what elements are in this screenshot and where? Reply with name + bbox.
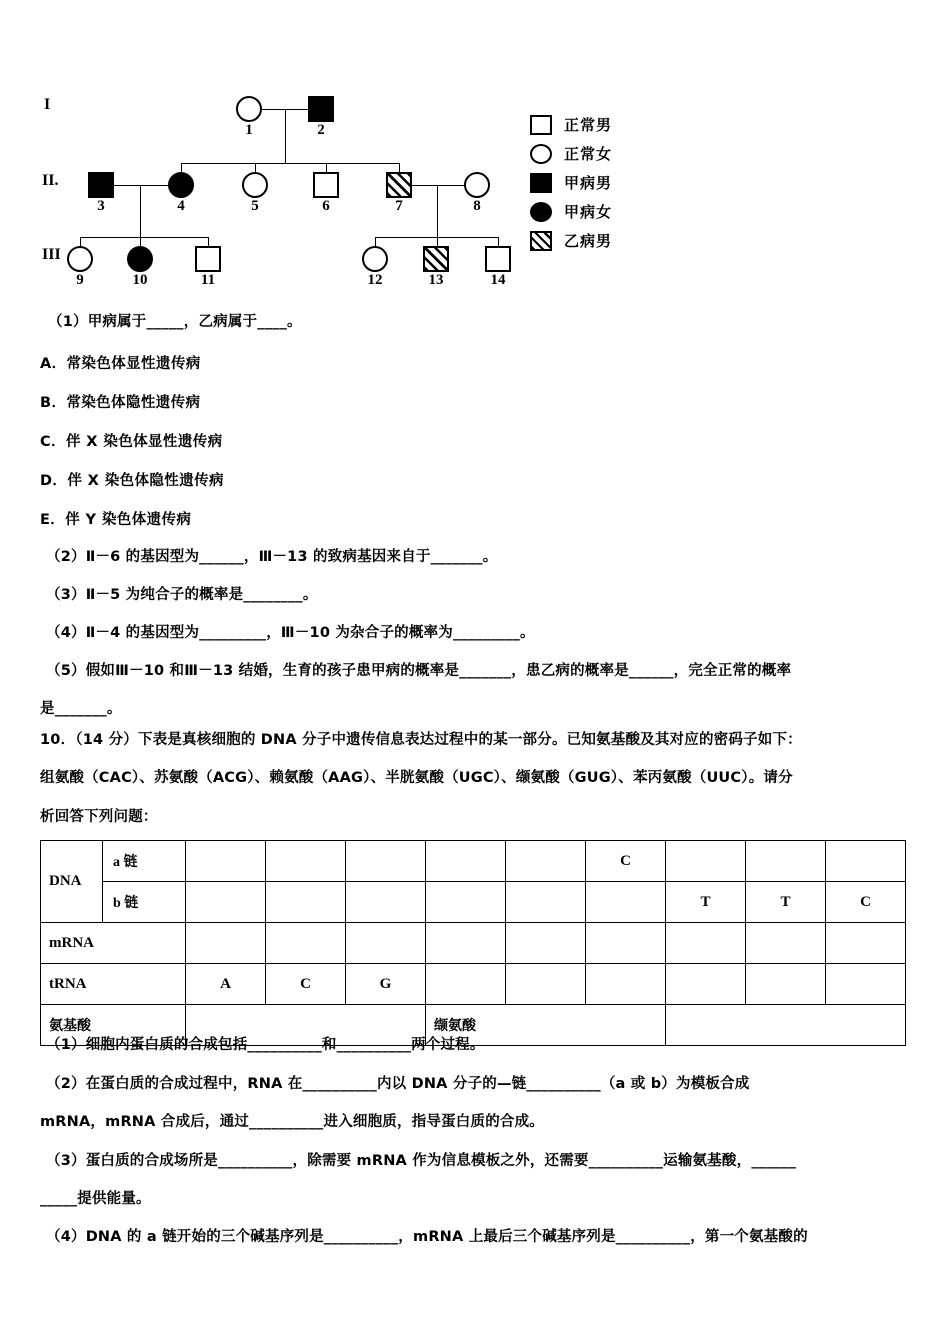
q10-part4-line1: （4）DNA 的 a 链开始的三个碱基序列是__________，mRNA 上最后三个碱基序列是__________，第一个氨基酸的 xyxy=(46,1229,808,1245)
q10-part3-line2: _____提供能量。 xyxy=(40,1191,151,1207)
sib-drop-12 xyxy=(375,237,376,246)
pedigree-id-12: 12 xyxy=(367,272,383,288)
pedigree-id-11: 11 xyxy=(200,272,216,288)
pedigree-id-10: 10 xyxy=(132,272,148,288)
cell-trna-5 xyxy=(506,964,586,1005)
cell-a-8 xyxy=(746,841,826,882)
generation-label-1: I xyxy=(44,96,51,113)
cell-mrna-6 xyxy=(586,923,666,964)
cell-trna-1: A xyxy=(186,964,266,1005)
pedigree-id-8: 8 xyxy=(473,198,481,214)
legend-label-normal-male: 正常男 xyxy=(564,116,613,134)
cell-b-6 xyxy=(586,882,666,923)
table-label-chain-a: a 链 xyxy=(103,841,186,882)
pedigree-node-7 xyxy=(386,172,412,198)
cell-trna-4 xyxy=(426,964,506,1005)
q9-option-a: A．常染色体显性遗传病 xyxy=(40,356,201,372)
open-square-icon xyxy=(530,115,552,135)
cell-b-5 xyxy=(506,882,586,923)
pedigree-node-6 xyxy=(313,172,339,198)
cell-trna-3: G xyxy=(346,964,426,1005)
legend-label-disease-b-male: 乙病男 xyxy=(564,232,613,250)
pedigree-id-4: 4 xyxy=(177,198,185,214)
pedigree-node-14 xyxy=(485,246,511,272)
cell-a-2 xyxy=(266,841,346,882)
q9-option-c: C．伴 X 染色体显性遗传病 xyxy=(40,434,223,450)
cell-mrna-5 xyxy=(506,923,586,964)
pedigree-legend xyxy=(530,110,710,255)
pedigree-node-2 xyxy=(308,96,334,122)
cell-mrna-7 xyxy=(666,923,746,964)
cell-a-6: C xyxy=(586,841,666,882)
generation-label-2: II. xyxy=(42,172,59,189)
pedigree-node-11 xyxy=(195,246,221,272)
q10-part2-line1: （2）在蛋白质的合成过程中，RNA 在__________内以 DNA 分子的—链__________（a 或 b）为模板合成 xyxy=(46,1076,750,1092)
sib-drop-5 xyxy=(255,163,256,172)
table-label-amino-acid: 氨基酸 xyxy=(41,1005,186,1046)
sib-drop-10 xyxy=(140,237,141,246)
cell-b-2 xyxy=(266,882,346,923)
table-row-trna xyxy=(41,964,906,1005)
q10-part3-line1: （3）蛋白质的合成场所是__________，除需要 mRNA 作为信息模板之外，还需要__________运输氨基酸，______ xyxy=(46,1153,797,1169)
sibship-bar-gen2 xyxy=(181,163,399,164)
descent-line-7-8 xyxy=(437,185,438,237)
pedigree-node-1 xyxy=(236,96,262,122)
q9-part2: （2）Ⅱ－6 的基因型为______，Ⅲ－13 的致病基因来自于_______。 xyxy=(46,549,498,565)
cell-b-9: C xyxy=(826,882,906,923)
pedigree-node-13 xyxy=(423,246,449,272)
sib-drop-9 xyxy=(80,237,81,246)
pedigree-id-3: 3 xyxy=(97,198,105,214)
q10-part1: （1）细胞内蛋白质的合成包括__________和__________两个过程。 xyxy=(46,1037,485,1053)
sib-drop-13 xyxy=(437,237,438,246)
table-label-chain-b: b 链 xyxy=(103,882,186,923)
pedigree-id-2: 2 xyxy=(317,122,325,138)
cell-a-4 xyxy=(426,841,506,882)
sib-drop-4 xyxy=(181,163,182,172)
generation-label-3: III xyxy=(42,246,61,263)
sib-drop-6 xyxy=(326,163,327,172)
legend-item-normal-female xyxy=(530,139,710,168)
cell-a-1 xyxy=(186,841,266,882)
filled-circle-icon xyxy=(530,202,552,222)
q10-stem-line1: 10．（14 分）下表是真核细胞的 DNA 分子中遗传信息表达过程中的某一部分。已知氨基酸及其对应的密码子如下： xyxy=(40,732,802,748)
pedigree-id-7: 7 xyxy=(395,198,403,214)
pedigree-id-1: 1 xyxy=(245,122,253,138)
q10-part2-line2: mRNA，mRNA 合成后，通过__________进入细胞质，指导蛋白质的合成。 xyxy=(40,1114,545,1130)
legend-label-disease-a-male: 甲病男 xyxy=(564,174,613,192)
sib-drop-7 xyxy=(399,163,400,172)
cell-a-5 xyxy=(506,841,586,882)
cell-trna-8 xyxy=(746,964,826,1005)
legend-item-disease-a-male xyxy=(530,168,710,197)
pedigree-id-6: 6 xyxy=(322,198,330,214)
pedigree-node-10 xyxy=(127,246,153,272)
descent-line-3-4 xyxy=(140,185,141,237)
open-circle-icon xyxy=(530,144,552,164)
cell-trna-7 xyxy=(666,964,746,1005)
cell-amino-2: 缬氨酸 xyxy=(426,1005,666,1046)
cell-mrna-4 xyxy=(426,923,506,964)
q9-option-d: D．伴 X 染色体隐性遗传病 xyxy=(40,473,224,489)
cell-mrna-3 xyxy=(346,923,426,964)
mating-line-3-4 xyxy=(114,185,168,186)
table-row-chain-b xyxy=(41,882,906,923)
cell-mrna-2 xyxy=(266,923,346,964)
table-row-mrna xyxy=(41,923,906,964)
cell-trna-6 xyxy=(586,964,666,1005)
table-label-dna: DNA xyxy=(41,841,103,923)
pedigree-chart xyxy=(0,70,950,300)
cell-b-1 xyxy=(186,882,266,923)
table-row-chain-a xyxy=(41,841,906,882)
cell-a-3 xyxy=(346,841,426,882)
filled-square-icon xyxy=(530,173,552,193)
cell-amino-3 xyxy=(666,1005,906,1046)
cell-a-9 xyxy=(826,841,906,882)
q10-stem-line2: 组氨酸（CAC）、苏氨酸（ACG）、赖氨酸（AAG）、半胱氨酸（UGC）、缬氨酸（GUG）、苯丙氨酸（UUC）。请分 xyxy=(40,770,793,786)
legend-label-normal-female: 正常女 xyxy=(564,145,613,163)
q9-part5-line2: 是_______。 xyxy=(40,701,122,717)
table-label-mrna: mRNA xyxy=(41,923,186,964)
legend-label-disease-a-female: 甲病女 xyxy=(564,203,613,221)
q9-option-e: E．伴 Y 染色体遗传病 xyxy=(40,512,192,528)
sibship-bar-gen3-left xyxy=(80,237,208,238)
pedigree-node-3 xyxy=(88,172,114,198)
cell-b-7: T xyxy=(666,882,746,923)
mating-line-7-8 xyxy=(412,185,464,186)
cell-a-7 xyxy=(666,841,746,882)
sib-drop-11 xyxy=(208,237,209,246)
q9-part3: （3）Ⅱ－5 为纯合子的概率是________。 xyxy=(46,587,318,603)
descent-line-gen1 xyxy=(285,109,286,163)
cell-mrna-8 xyxy=(746,923,826,964)
pedigree-node-12 xyxy=(362,246,388,272)
hatched-square-icon xyxy=(530,231,552,251)
pedigree-node-4 xyxy=(168,172,194,198)
cell-b-4 xyxy=(426,882,506,923)
table-label-trna: tRNA xyxy=(41,964,186,1005)
q9-part5-line1: （5）假如Ⅲ－10 和Ⅲ－13 结婚，生育的孩子患甲病的概率是_______，患乙病的概率是______，完全正常的概率 xyxy=(46,663,792,679)
pedigree-id-5: 5 xyxy=(251,198,259,214)
q9-option-b: B．常染色体隐性遗传病 xyxy=(40,395,201,411)
pedigree-id-13: 13 xyxy=(428,272,444,288)
cell-trna-9 xyxy=(826,964,906,1005)
q9-part1: （1）甲病属于_____，乙病属于____。 xyxy=(48,314,302,330)
legend-item-disease-b-male xyxy=(530,226,710,255)
cell-mrna-9 xyxy=(826,923,906,964)
pedigree-id-9: 9 xyxy=(76,272,84,288)
q9-part4: （4）Ⅱ－4 的基因型为_________，Ⅲ－10 为杂合子的概率为_________。 xyxy=(46,625,535,641)
pedigree-node-5 xyxy=(242,172,268,198)
cell-b-8: T xyxy=(746,882,826,923)
q10-stem-line3: 析回答下列问题： xyxy=(40,809,158,825)
cell-trna-2: C xyxy=(266,964,346,1005)
pedigree-node-9 xyxy=(67,246,93,272)
legend-item-normal-male xyxy=(530,110,710,139)
legend-item-disease-a-female xyxy=(530,197,710,226)
genetic-info-table xyxy=(40,840,906,1046)
pedigree-id-14: 14 xyxy=(490,272,506,288)
sib-drop-14 xyxy=(498,237,499,246)
cell-b-3 xyxy=(346,882,426,923)
pedigree-node-8 xyxy=(464,172,490,198)
cell-mrna-1 xyxy=(186,923,266,964)
